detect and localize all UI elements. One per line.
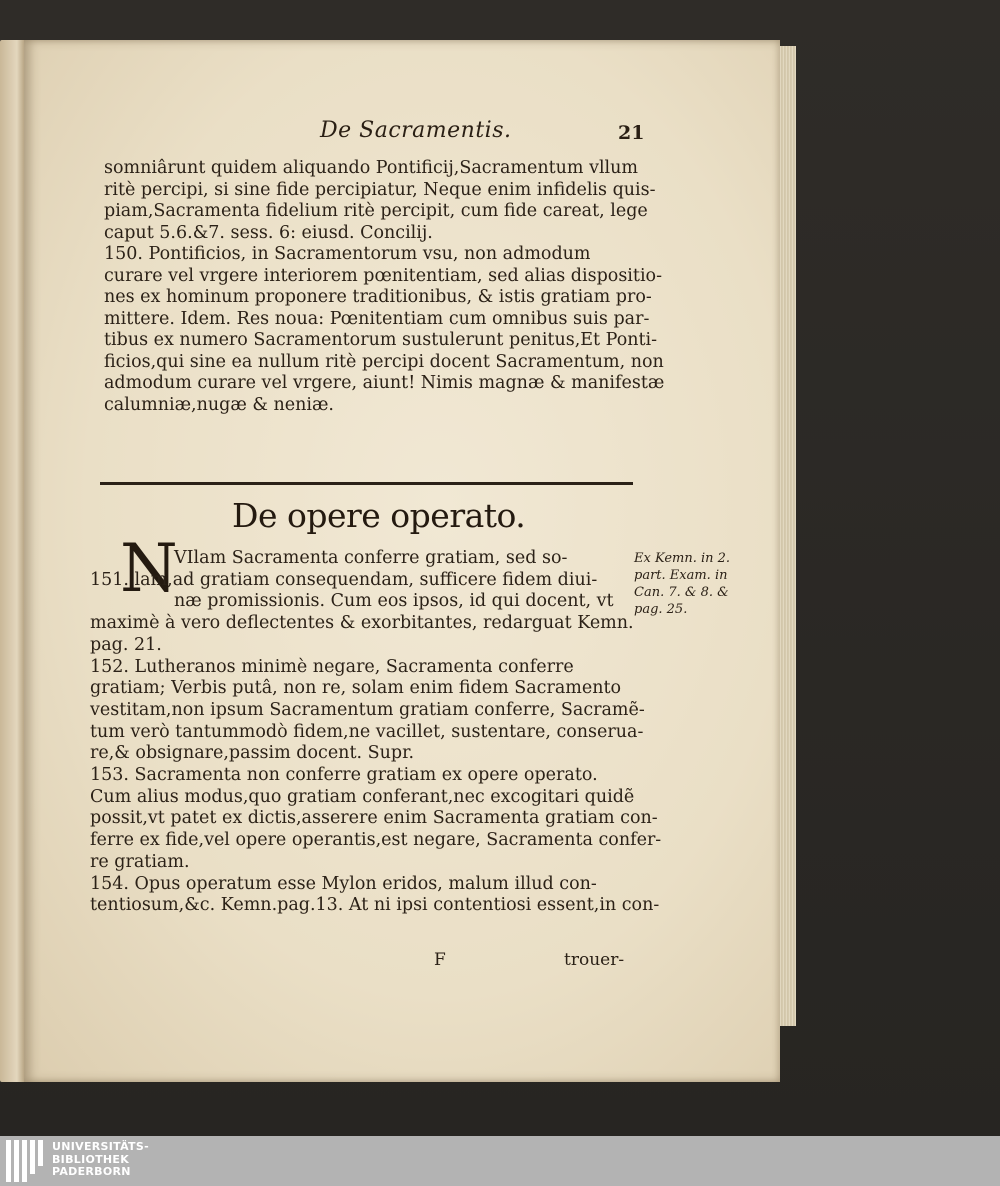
margin-note-line: pag. 25. [634,602,688,617]
section-rule [100,482,633,485]
text-line: mittere. Idem. Res noua: Pœnitentiam cum omnibus suis par- [104,308,650,329]
text-line: gratiam; Verbis putâ, non re, solam enim fidem Sacramento [90,678,622,699]
upper-paragraph [104,158,669,416]
text-line: 154. Opus operatum esse Mylon eridos, malum illud con- [90,873,597,894]
text-line: maximè à vero deflectentes & exorbitantes, redarguat Kemn. [90,613,634,634]
text-line: ficios,qui sine ea nullum ritè percipi docent Sacramentum, non [104,351,664,372]
logo-text-line: PADERBORN [52,1165,131,1178]
margin-note [634,550,764,618]
text-line: piam,Sacramenta fidelium ritè percipit, cum fide careat, lege [104,201,648,221]
text-line: 152. Lutheranos minimè negare, Sacramenta conferre [90,656,574,677]
text-line: re,& obsignare,passim docent. Supr. [90,743,415,764]
text-line: tibus ex numero Sacramentorum sustulerunt penitus,Et Ponti- [104,330,658,350]
library-logo-text [52,1141,149,1179]
text-line: ritè percipi, si sine fide percipiatur, Neque enim infidelis quis- [104,179,656,200]
text-line: somniârunt quidem aliquando Pontificij,Sacramentum vllum [104,158,639,178]
text-line: Cum alius modus,quo gratiam conferant,nec excogitari quidẽ [90,786,635,807]
text-line: admodum curare vel vrgere, aiunt! Nimis magnæ & manifestæ [104,373,665,393]
text-line: possit,vt patet ex dictis,asserere enim Sacramenta gratiam con- [90,808,658,829]
text-line: 151. lam,ad gratiam consequendam, sufficere fidem diui- [90,569,598,590]
text-line: tentiosum,&c. Kemn.pag.13. At ni ipsi contentiosi essent,in con- [90,895,660,916]
signature-mark: F [434,950,446,970]
text-line: ferre ex fide,vel opere operantis,est negare, Sacramenta confer- [90,830,662,851]
page-number: 21 [618,122,645,144]
library-footer [0,1136,1000,1186]
dropcap-initial: N [120,530,178,607]
section-title: De opere operato. [232,496,526,535]
text-line: næ promissionis. Cum eos ipsos, id qui docent, vt [174,591,614,612]
catchword: trouer- [564,950,625,970]
margin-note-line: Ex Kemn. in 2. [634,551,731,566]
margin-note-line: Can. 7. & 8. & [634,585,729,600]
text-line: re gratiam. [90,851,190,872]
margin-note-line: part. Exam. in [634,568,728,583]
text-line: calumniæ,nugæ & neniæ. [104,394,334,415]
logo-text-line: BIBLIOTHEK [52,1152,130,1166]
library-logo-icon [6,1140,42,1182]
text-line: VIlam Sacramenta conferre gratiam, sed so- [174,548,568,568]
book-page [24,40,780,1082]
running-head: De Sacramentis. [320,118,512,143]
text-line: nes ex hominum proponere traditionibus, & istis gratiam pro- [104,287,652,307]
logo-text-line: UNIVERSITÄTS- [52,1140,149,1153]
left-page-edge [0,40,24,1082]
section-paragraphs [90,548,665,917]
text-line: tum verò tantummodò fidem,ne vacillet, sustentare, conserua- [90,721,644,742]
text-line: 153. Sacramenta non conferre gratiam ex opere operato. [90,765,598,786]
text-line: curare vel vrgere interiorem pœnitentiam, sed alias dispositio- [104,265,662,286]
text-line: vestitam,non ipsum Sacramentum gratiam conferre, Sacramẽ- [90,699,645,720]
text-line: pag. 21. [90,634,162,655]
text-line: caput 5.6.&7. sess. 6: eiusd. Concilij. [104,222,433,243]
text-line: 150. Pontificios, in Sacramentorum vsu, non admodum [104,244,591,264]
